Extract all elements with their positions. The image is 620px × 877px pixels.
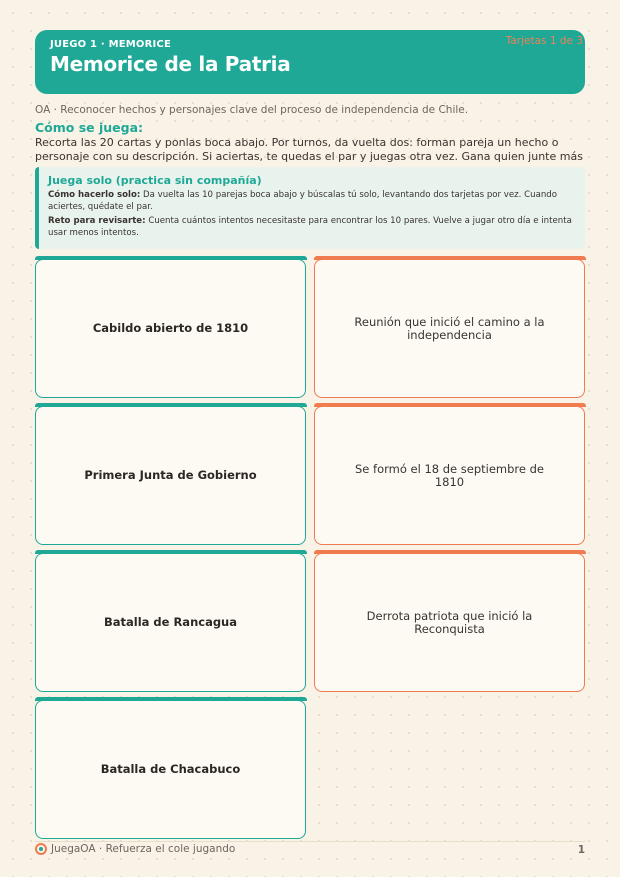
card-text: Batalla de Chacabuco xyxy=(100,762,241,776)
card-text: Cabildo abierto de 1810 xyxy=(92,321,249,335)
game-title: Memorice de la Patria xyxy=(50,52,291,76)
page-number: 1 xyxy=(577,844,585,856)
memory-card-description[interactable] xyxy=(314,259,585,398)
solo-review-text: Cuenta cuántos intentos necesitaste para encontrar los 10 pares. Vuelve a jugar otro día e intenta usar menos intentos. xyxy=(48,216,572,238)
solo-play-box xyxy=(35,167,585,249)
memory-card-fact[interactable] xyxy=(35,406,306,545)
card-text: Se formó el 18 de septiembre de 1810 xyxy=(354,461,544,489)
memory-card-fact[interactable] xyxy=(35,259,306,398)
solo-how-label: Cómo hacerlo solo: xyxy=(48,190,141,200)
solo-how-paragraph xyxy=(48,189,577,213)
memory-card-fact[interactable] xyxy=(35,553,306,692)
footer xyxy=(35,843,235,855)
memory-card-description[interactable] xyxy=(314,553,585,692)
brand-logo-icon xyxy=(35,843,47,855)
solo-review-paragraph xyxy=(48,215,577,239)
solo-review-label: Reto para revisarte: xyxy=(48,216,146,226)
learning-objective: OA · Reconocer hechos y personajes clave del proceso de independencia de Chile. xyxy=(35,104,469,116)
card-page-info: Tarjetas 1 de 3 xyxy=(505,35,583,47)
card-text: Derrota patriota que inició la Reconquista xyxy=(366,608,533,636)
solo-how-text: Da vuelta las 10 parejas boca abajo y búscalas tú solo, levantando dos tarjetas por vez. Cuando aciertes, quédate el par. xyxy=(48,190,558,212)
card-text: Batalla de Rancagua xyxy=(103,615,238,629)
how-to-play-title: Cómo se juega: xyxy=(35,120,144,135)
how-to-play-text: Recorta las 20 cartas y ponlas boca abajo. Por turnos, da vuelta dos: forman pareja un hecho o personaje con su descripción. Si aciertas, te quedas el par y juegas otra vez. Gana quien junte más xyxy=(35,136,583,163)
card-text: Primera Junta de Gobierno xyxy=(84,468,257,482)
footer-brand: JuegaOA · Refuerza el cole jugando xyxy=(51,843,236,855)
footer-divider xyxy=(35,841,585,842)
card-text: Reunión que inició el camino a la independencia xyxy=(354,314,545,342)
solo-play-title: Juega solo (practica sin compañía) xyxy=(48,174,262,187)
game-kicker: JUEGO 1 · MEMORICE xyxy=(50,39,172,50)
memory-card-fact[interactable] xyxy=(35,700,306,839)
game-header xyxy=(35,30,585,94)
memory-card-description[interactable] xyxy=(314,406,585,545)
